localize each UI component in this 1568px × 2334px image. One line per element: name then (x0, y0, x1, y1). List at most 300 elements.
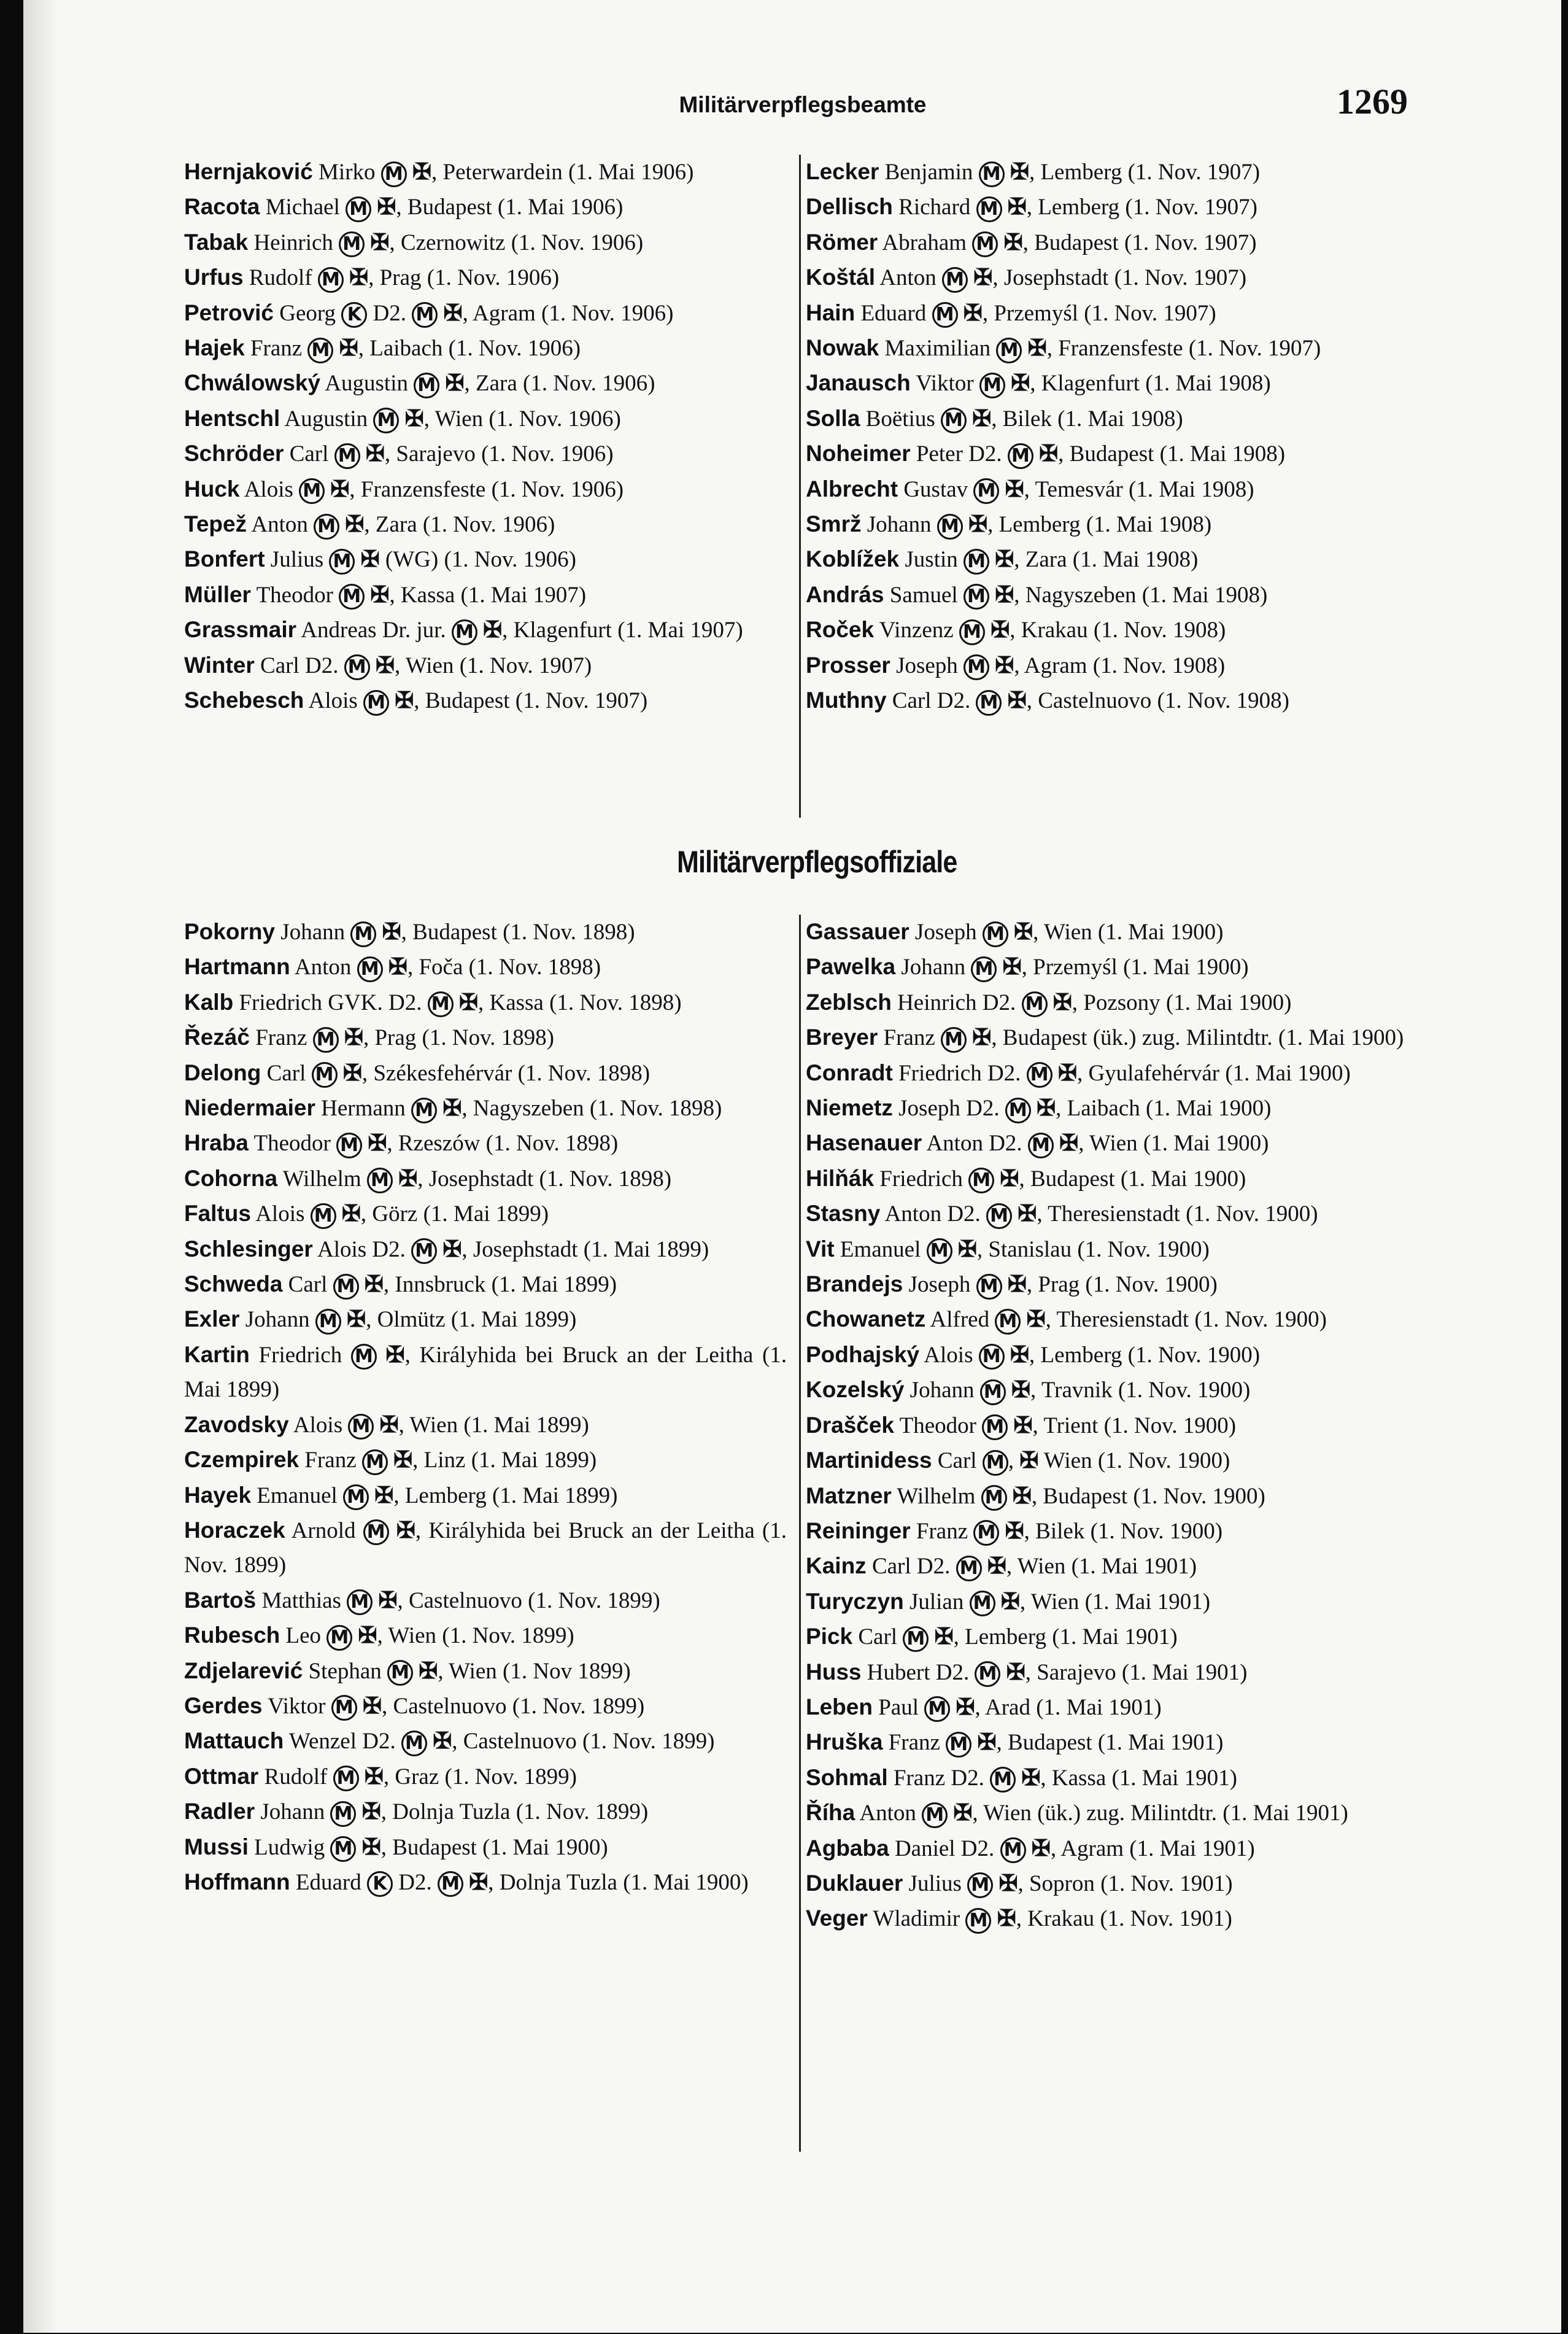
list-item (184, 507, 787, 542)
entry-details: Emanuel M ✠, Stanislau (1. Nov. 1900) (840, 1237, 1210, 1262)
surname: Hasenauer (806, 1130, 922, 1156)
entry-details: Heinrich D2. M ✠, Pozsony (1. Mai 1900) (897, 990, 1291, 1015)
cross-icon: ✠ (1014, 920, 1033, 945)
list-item (184, 1443, 787, 1478)
list-item (184, 1654, 787, 1689)
cross-icon: ✠ (1031, 1836, 1051, 1861)
cross-icon: ✠ (1011, 1378, 1031, 1403)
military-merit-icon: M (979, 1344, 1005, 1370)
surname: Hajek (184, 335, 245, 361)
surname: Hruška (806, 1729, 883, 1755)
entry-details: Alois M ✠, Görz (1. Mai 1899) (255, 1201, 549, 1227)
cross-icon: ✠ (412, 160, 432, 185)
list-item (806, 1408, 1427, 1443)
military-merit-icon: M (986, 1203, 1012, 1229)
cross-icon: ✠ (404, 406, 424, 432)
cross-icon: ✠ (341, 1201, 361, 1227)
entry-details: Carl D2. M ✠, Wien (1. Nov. 1907) (260, 653, 592, 678)
list-item (184, 578, 787, 613)
military-merit-icon: M (968, 1168, 994, 1193)
entry-details: Franz M ✠, Budapest (1. Mai 1901) (889, 1730, 1224, 1755)
entry-details: Alois M ✠, Budapest (1. Nov. 1907) (309, 688, 648, 713)
military-merit-icon: M (983, 1450, 1008, 1476)
surname: Tepež (184, 511, 247, 537)
beamte-column-right (806, 155, 1427, 719)
military-merit-icon: M (980, 1379, 1006, 1405)
list-item (184, 1618, 787, 1653)
surname: Conradt (806, 1060, 893, 1085)
list-item (184, 613, 787, 648)
entry-details: Rudolf M ✠, Graz (1. Nov. 1899) (265, 1764, 577, 1789)
entry-details: Heinrich M ✠, Czernowitz (1. Nov. 1906) (253, 230, 643, 255)
list-item (806, 1091, 1427, 1126)
entry-details: Wilhelm M ✠, Budapest (1. Nov. 1900) (897, 1484, 1265, 1509)
cross-icon: ✠ (1007, 1272, 1027, 1298)
entry-details: Justin M ✠, Zara (1. Mai 1908) (905, 547, 1198, 572)
cross-icon: ✠ (330, 476, 350, 502)
list-item (184, 1196, 787, 1231)
military-merit-icon: M (362, 1449, 388, 1475)
surname: Kozelský (806, 1377, 905, 1403)
cross-icon: ✠ (396, 1518, 415, 1543)
entry-details: Julian M ✠, Wien (1. Mai 1901) (910, 1589, 1210, 1615)
entry-details: Johann M ✠, Travnik (1. Nov. 1900) (910, 1378, 1251, 1403)
entry-details: Boëtius M ✠, Bilek (1. Mai 1908) (866, 406, 1183, 432)
surname: Leben (806, 1694, 873, 1719)
entry-details: Theodor M ✠, Trient (1. Nov. 1900) (900, 1413, 1237, 1438)
offiziale-column-left (184, 915, 787, 1900)
list-item (184, 225, 787, 260)
surname: Říha (806, 1800, 855, 1826)
entry-details: Wenzel D2. M ✠, Castelnuovo (1. Nov. 1899) (289, 1729, 714, 1754)
list-item (184, 1302, 787, 1337)
military-merit-icon: M (976, 1274, 1002, 1300)
military-merit-icon: M (330, 1836, 356, 1862)
military-merit-icon: M (964, 654, 989, 680)
surname: Agbaba (806, 1835, 889, 1861)
surname: Martinidess (806, 1448, 932, 1473)
military-merit-icon: M (331, 1695, 357, 1721)
list-item (806, 296, 1427, 331)
military-merit-icon: M (976, 196, 1002, 222)
list-item (184, 472, 787, 507)
military-merit-icon: M (411, 1238, 437, 1264)
military-merit-icon: M (299, 478, 325, 504)
list-item (806, 260, 1427, 295)
cross-icon: ✠ (469, 1869, 489, 1895)
entry-details: Hubert D2. M ✠, Sarajevo (1. Mai 1901) (867, 1660, 1248, 1685)
entry-details: Maximilian M ✠, Franzensfeste (1. Nov. 1907) (885, 336, 1321, 361)
cross-icon: ✠ (395, 688, 414, 714)
cross-icon: ✠ (398, 1166, 418, 1192)
entry-details: Alois D2. M ✠, Josephstadt (1. Mai 1899) (317, 1237, 709, 1262)
military-merit-icon: M (959, 619, 985, 645)
list-item (806, 1866, 1427, 1901)
page (23, 0, 1561, 2333)
entry-details: Friedrich D2. M ✠, Gyulafehérvár (1. Mai 1900) (898, 1061, 1351, 1086)
entry-details: Johann M ✠, Dolnja Tuzla (1. Nov. 1899) (260, 1799, 648, 1824)
military-merit-icon: M (343, 1484, 369, 1510)
military-merit-icon: M (333, 1274, 359, 1300)
cross-icon: ✠ (419, 1658, 438, 1684)
entry-details: Stephan M ✠, Wien (1. Nov 1899) (309, 1659, 631, 1684)
cross-icon: ✠ (358, 1623, 377, 1649)
entry-details: Carl D2. M ✠, Wien (1. Mai 1901) (872, 1554, 1197, 1579)
entry-details: Johann M ✠, Przemyśl (1. Mai 1900) (901, 955, 1248, 980)
list-item (806, 1020, 1427, 1055)
list-item (184, 950, 787, 985)
cross-icon: ✠ (363, 1693, 382, 1719)
cross-icon: ✠ (378, 1588, 398, 1613)
surname: Zavodsky (184, 1411, 289, 1437)
surname: Duklauer (806, 1870, 903, 1896)
entry-details: Samuel M ✠, Nagyszeben (1. Mai 1908) (890, 583, 1268, 608)
list-item (184, 331, 787, 366)
cross-icon: ✠ (997, 1906, 1016, 1932)
surname: Kartin (184, 1341, 250, 1367)
entry-details: Carl M ✠, Sarajevo (1. Nov. 1906) (290, 441, 614, 467)
list-item (806, 1232, 1427, 1267)
military-merit-icon: M (942, 267, 968, 293)
military-merit-icon: M (1000, 1837, 1026, 1863)
cross-icon: ✠ (995, 653, 1014, 678)
surname: Zeblsch (806, 989, 892, 1015)
list-item (806, 1690, 1427, 1725)
list-item (806, 1479, 1427, 1514)
cross-icon: ✠ (1012, 1483, 1032, 1509)
military-merit-icon: M (981, 1485, 1007, 1511)
cross-icon: ✠ (364, 1272, 384, 1298)
entry-details: Theodor M ✠, Kassa (1. Mai 1907) (257, 583, 586, 608)
surname: Rubesch (184, 1623, 280, 1648)
cross-icon: ✠ (1027, 336, 1047, 362)
cross-icon: ✠ (991, 618, 1010, 643)
cross-icon: ✠ (377, 195, 396, 220)
surname: Urfus (184, 265, 244, 290)
cross-icon: ✠ (374, 1483, 394, 1508)
list-item (184, 915, 787, 950)
military-merit-icon: M (1005, 1098, 1031, 1123)
cross-icon: ✠ (1010, 160, 1029, 185)
list-item (184, 683, 787, 718)
entry-details: Franz M ✠, Budapest (ük.) zug. Milintdtr. (1. Mai 1900) (884, 1025, 1404, 1050)
cross-icon: ✠ (445, 371, 465, 397)
cross-icon: ✠ (953, 1801, 973, 1826)
entry-details: Benjamin M ✠, Lemberg (1. Nov. 1907) (885, 160, 1260, 185)
entry-details: Alois M ✠, Lemberg (1. Nov. 1900) (924, 1343, 1260, 1368)
surname: Pick (806, 1624, 853, 1650)
entry-details: Andreas Dr. jur. M ✠, Klagenfurt (1. Mai 1907) (301, 618, 743, 643)
entry-details: Johann M ✠, Lemberg (1. Mai 1908) (867, 512, 1211, 537)
entry-details: Arnold M ✠, Királyhida bei Bruck an der Leitha (1. Nov. 1899) (184, 1518, 787, 1578)
list-item (806, 1161, 1427, 1196)
cross-icon: ✠ (1000, 1166, 1019, 1192)
list-item (184, 1091, 787, 1126)
military-merit-icon: M (983, 921, 1008, 947)
cross-icon: ✠ (1013, 1413, 1033, 1438)
military-merit-icon: M (326, 1625, 352, 1651)
list-item (806, 1584, 1427, 1619)
surname: Delong (184, 1060, 261, 1085)
entry-details: Franz M ✠, Linz (1. Mai 1899) (304, 1448, 597, 1473)
entry-details: Joseph M ✠, Agram (1. Nov. 1908) (896, 653, 1225, 678)
entry-details: Anton M ✠, Zara (1. Nov. 1906) (251, 512, 555, 537)
list-item (806, 436, 1427, 471)
offiziale-column-right (806, 915, 1427, 1937)
entry-details: Friedrich M ✠, Budapest (1. Mai 1900) (879, 1166, 1246, 1192)
military-merit-icon: M (314, 514, 339, 540)
surname: Hartmann (184, 954, 290, 980)
surname: Schweda (184, 1271, 283, 1297)
surname: Zdjelarević (184, 1657, 303, 1683)
military-merit-icon: M (1027, 1062, 1052, 1088)
surname: Janausch (806, 370, 911, 396)
surname: Niedermaier (184, 1095, 315, 1121)
column-divider (799, 915, 801, 2152)
surname: Hilňák (806, 1165, 875, 1191)
surname: Řezáč (184, 1025, 250, 1050)
cross-icon: ✠ (347, 1307, 366, 1333)
entry-details: Abraham M ✠, Budapest (1. Nov. 1907) (882, 230, 1256, 255)
military-merit-icon: M (381, 161, 407, 187)
military-merit-icon: M (333, 1766, 359, 1791)
entry-details: Carl D2. M ✠, Castelnuovo (1. Nov. 1908) (892, 688, 1289, 713)
running-header: Militärverpflegsbeamte (679, 92, 927, 117)
cross-icon: ✠ (388, 955, 407, 980)
list-item (806, 1056, 1427, 1091)
list-item (806, 1196, 1427, 1231)
surname: Roček (806, 617, 875, 643)
military-merit-icon: M (995, 1309, 1021, 1335)
military-merit-icon: M (350, 921, 376, 947)
list-item (806, 366, 1427, 401)
cross-icon: ✠ (1010, 1342, 1029, 1368)
surname: Czempirek (184, 1447, 299, 1473)
surname: Matzner (806, 1483, 892, 1508)
entry-details: Joseph M ✠, Prag (1. Nov. 1900) (909, 1272, 1218, 1297)
entry-details: Julius M ✠ (WG) (1. Nov. 1906) (271, 547, 576, 572)
cross-icon: ✠ (1005, 1518, 1024, 1544)
surname: Prosser (806, 652, 890, 678)
cross-icon: ✠ (360, 547, 380, 573)
surname: Horaczek (184, 1517, 285, 1543)
list-item (806, 1831, 1427, 1866)
military-merit-icon: M (329, 549, 355, 575)
surname: Petrović (184, 300, 274, 325)
cross-icon: ✠ (483, 618, 503, 643)
surname: Huss (806, 1659, 862, 1685)
cross-icon: ✠ (1052, 990, 1072, 1015)
entry-details: Eduard M ✠, Przemyśl (1. Nov. 1907) (860, 301, 1216, 326)
military-merit-icon: M (363, 1519, 389, 1545)
cross-icon: ✠ (1057, 1060, 1077, 1086)
cross-icon: ✠ (458, 990, 478, 1015)
cross-icon: ✠ (1019, 1448, 1039, 1474)
surname: Drašček (806, 1412, 895, 1438)
list-item (184, 648, 787, 683)
entry-details: Anton D2. M ✠, Wien (1. Mai 1900) (926, 1131, 1269, 1156)
cross-icon: ✠ (995, 582, 1014, 608)
list-item (806, 155, 1427, 190)
crown-icon: K (367, 1871, 393, 1897)
surname: Dellisch (806, 194, 893, 220)
entry-details: Rudolf M ✠, Prag (1. Nov. 1906) (249, 265, 559, 290)
entry-details: Julius M ✠, Sopron (1. Nov. 1901) (909, 1871, 1233, 1896)
list-item (184, 1056, 787, 1091)
list-item (806, 1338, 1427, 1373)
cross-icon: ✠ (443, 300, 463, 326)
surname: Reininger (806, 1518, 911, 1543)
cross-icon: ✠ (1039, 441, 1059, 467)
entry-details: Carl M ✠, Székesfehérvár (1. Nov. 1898) (267, 1061, 650, 1086)
entry-details: Anton D2. M ✠, Theresienstadt (1. Nov. 1900) (885, 1201, 1318, 1227)
entry-details: Paul M ✠, Arad (1. Mai 1901) (878, 1695, 1161, 1720)
surname: Breyer (806, 1025, 878, 1050)
entry-details: Anton M ✠, Wien (ük.) zug. Milintdtr. (1. Mai 1901) (859, 1801, 1348, 1826)
list-item (184, 1724, 787, 1759)
cross-icon: ✠ (385, 1342, 405, 1368)
list-item (806, 1373, 1427, 1408)
military-merit-icon: M (344, 654, 370, 680)
military-merit-icon: M (979, 373, 1005, 398)
entry-details: Matthias M ✠, Castelnuovo (1. Nov. 1899) (261, 1588, 660, 1613)
entry-details: Hermann M ✠, Nagyszeben (1. Nov. 1898) (321, 1096, 722, 1121)
list-item (184, 985, 787, 1020)
military-merit-icon: M (1022, 991, 1048, 1017)
entry-details: Johann M ✠, Budapest (1. Nov. 1898) (280, 920, 635, 945)
military-merit-icon: M (996, 338, 1022, 363)
cross-icon: ✠ (972, 406, 992, 432)
entry-details: Franz M ✠, Bilek (1. Nov. 1900) (916, 1519, 1222, 1544)
cross-icon: ✠ (433, 1729, 452, 1754)
section-title: Militärverpflegsoffiziale (677, 845, 957, 879)
surname: Radler (184, 1799, 255, 1824)
list-item (184, 1338, 787, 1408)
cross-icon: ✠ (382, 920, 401, 945)
list-item (806, 950, 1427, 985)
cross-icon: ✠ (361, 1799, 381, 1825)
surname: Gassauer (806, 919, 910, 944)
entry-details: Mirko M ✠, Peterwardein (1. Mai 1906) (319, 160, 693, 185)
military-merit-icon: M (428, 991, 454, 1017)
military-merit-icon: M (973, 1520, 999, 1546)
list-item (184, 542, 787, 577)
surname: András (806, 581, 884, 607)
military-merit-icon: M (1008, 443, 1033, 469)
cross-icon: ✠ (339, 336, 358, 362)
entry-details: Carl M , ✠ Wien (1. Nov. 1900) (938, 1448, 1230, 1473)
military-merit-icon: M (334, 443, 360, 469)
list-item (184, 155, 787, 190)
military-merit-icon: M (964, 584, 989, 610)
cross-icon: ✠ (370, 582, 390, 608)
list-item (806, 1761, 1427, 1796)
list-item (806, 985, 1427, 1020)
entry-details: Vinzenz M ✠, Krakau (1. Nov. 1908) (879, 618, 1226, 643)
cross-icon: ✠ (1018, 1201, 1037, 1227)
cross-icon: ✠ (365, 441, 385, 467)
list-item (806, 190, 1427, 225)
cross-icon: ✠ (934, 1624, 954, 1650)
surname: Faltus (184, 1201, 251, 1227)
entry-details: Franz D2. M ✠, Kassa (1. Mai 1901) (894, 1766, 1237, 1791)
military-merit-icon: M (937, 514, 963, 540)
cross-icon: ✠ (1002, 955, 1022, 980)
list-item (806, 401, 1427, 436)
cross-icon: ✠ (368, 1131, 387, 1157)
entry-details: Augustin M ✠, Zara (1. Nov. 1906) (325, 371, 655, 396)
entry-details: Eduard K D2. M ✠, Dolnja Tuzla (1. Mai 1900) (296, 1870, 749, 1895)
cross-icon: ✠ (973, 265, 993, 291)
entry-details: Wilhelm M ✠, Josephstadt (1. Nov. 1898) (283, 1166, 671, 1192)
list-item (806, 1302, 1427, 1337)
cross-icon: ✠ (345, 512, 365, 538)
list-item (806, 1549, 1427, 1584)
cross-icon: ✠ (1026, 1307, 1046, 1333)
surname: Gerdes (184, 1692, 263, 1718)
surname: Pawelka (806, 954, 896, 980)
entry-details: Johann M ✠, Olmütz (1. Mai 1899) (245, 1307, 577, 1332)
entry-details: Wladimir M ✠, Krakau (1. Nov. 1901) (873, 1906, 1232, 1931)
surname: Koštál (806, 265, 876, 290)
surname: Römer (806, 229, 878, 255)
cross-icon: ✠ (1021, 1765, 1041, 1791)
surname: Veger (806, 1906, 868, 1931)
cross-icon: ✠ (442, 1236, 462, 1262)
surname: Albrecht (806, 476, 898, 502)
military-merit-icon: M (367, 1168, 393, 1193)
military-merit-icon: M (972, 231, 998, 257)
surname: Niemetz (806, 1095, 893, 1121)
surname: Brandejs (806, 1271, 903, 1297)
entry-details: Daniel D2. M ✠, Agram (1. Mai 1901) (895, 1836, 1255, 1861)
cross-icon: ✠ (956, 1694, 975, 1720)
surname: Chowanetz (806, 1306, 926, 1332)
military-merit-icon: M (387, 1660, 413, 1686)
military-merit-icon: M (990, 1767, 1016, 1793)
list-item (184, 1126, 787, 1161)
entry-details: Friedrich GVK. D2. M ✠, Kassa (1. Nov. 1898) (239, 990, 681, 1015)
military-merit-icon: M (965, 1908, 991, 1934)
military-merit-icon: M (313, 1027, 339, 1053)
list-item (184, 1794, 787, 1829)
military-merit-icon: M (363, 690, 389, 716)
military-merit-icon: M (330, 1801, 356, 1827)
military-merit-icon: M (903, 1626, 929, 1652)
surname: Hayek (184, 1482, 252, 1508)
cross-icon: ✠ (370, 230, 390, 255)
cross-icon: ✠ (987, 1554, 1006, 1580)
list-item (806, 542, 1427, 577)
cross-icon: ✠ (442, 1096, 462, 1122)
list-item (184, 1583, 787, 1618)
entry-details: Anton M ✠, Josephstadt (1. Nov. 1907) (879, 265, 1246, 290)
military-merit-icon: M (970, 1591, 995, 1616)
military-merit-icon: M (438, 1871, 463, 1897)
list-item (184, 401, 787, 436)
entry-details: Friedrich M ✠, Királyhida bei Bruck an der Leitha (1. Mai 1899) (184, 1342, 787, 1403)
surname: Vit (806, 1236, 835, 1262)
surname: Smrž (806, 511, 862, 537)
list-item (184, 1865, 787, 1900)
military-merit-icon: M (401, 1731, 427, 1756)
military-merit-icon: M (927, 1238, 952, 1264)
entry-details: Alfred M ✠, Theresienstadt (1. Nov. 1900) (930, 1307, 1327, 1332)
military-merit-icon: M (339, 584, 365, 610)
list-item (806, 507, 1427, 542)
entry-details: Joseph M ✠, Wien (1. Mai 1900) (915, 920, 1223, 945)
cross-icon: ✠ (379, 1412, 399, 1438)
